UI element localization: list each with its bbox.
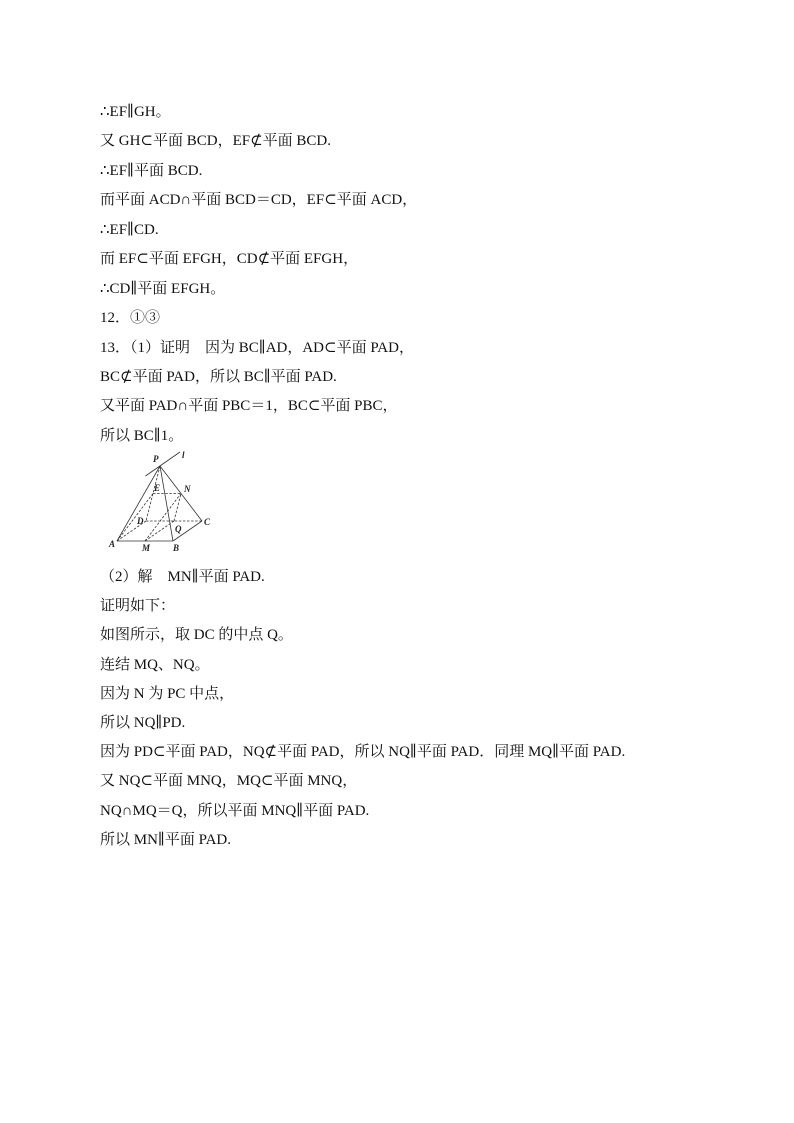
- proof-11-line: 又 GH⊂平面 BCD，EF⊄平面 BCD.: [100, 133, 331, 150]
- vertex-label-N: N: [184, 484, 191, 494]
- problem-13-part1-line: 又平面 PAD∩平面 PBC＝1，BC⊂平面 PBC，: [100, 398, 398, 415]
- pyramid-figure: [100, 450, 220, 556]
- problem-13-part2-line: 所以 NQ∥PD.: [100, 714, 186, 731]
- vertex-label-C: C: [204, 517, 211, 527]
- answer-12: 12．①③: [100, 310, 161, 327]
- vertex-label-B: B: [173, 543, 180, 553]
- vertex-label-E: E: [154, 483, 161, 493]
- edge-line-l: [146, 452, 181, 476]
- pyramid-diagram: [100, 450, 220, 556]
- proof-11-line: ∴CD∥平面 EFGH。: [100, 280, 226, 297]
- problem-13-part2-line: NQ∩MQ＝Q，所以平面 MNQ∥平面 PAD.: [100, 802, 370, 819]
- edge-EA: [117, 494, 153, 542]
- problem-13-part2-line: （2）解 MN∥平面 PAD.: [100, 569, 265, 585]
- proof-11-line: ∴EF∥平面 BCD.: [100, 162, 203, 179]
- problem-13-part2-line: 所以 MN∥平面 PAD.: [100, 831, 231, 848]
- proof-11-line: ∴EF∥GH。: [100, 104, 171, 120]
- proof-11-line: 而 EF⊂平面 EFGH，CD⊄平面 EFGH，: [100, 251, 359, 268]
- problem-13-part2-line: 又 NQ⊂平面 MNQ，MQ⊂平面 MNQ，: [100, 773, 358, 790]
- problem-13-part2-line: 因为 N 为 PC 中点，: [100, 685, 235, 702]
- problem-13-part2-line: 如图所示，取 DC 的中点 Q。: [100, 627, 293, 644]
- vertex-label-Q: Q: [175, 524, 182, 534]
- problem-13-part1-line: 13．（1）证明 因为 BC∥AD，AD⊂平面 PAD，: [100, 339, 414, 356]
- problem-13-part1-line: 所以 BC∥1。: [100, 427, 184, 444]
- vertex-label-P: P: [153, 454, 159, 464]
- vertex-label-M: M: [142, 543, 151, 553]
- line-label-l: l: [182, 450, 185, 460]
- problem-13-part2-line: 因为 PD⊂平面 PAD，NQ⊄平面 PAD，所以 NQ∥平面 PAD．同理 MQ∥平面 PAD.: [100, 744, 626, 761]
- edge-MQ: [145, 521, 174, 541]
- problem-13-part1-line: BC⊄平面 PAD，所以 BC∥平面 PAD.: [100, 368, 337, 385]
- proof-11-line: ∴EF∥CD.: [100, 221, 159, 238]
- problem-13-part2-line: 连结 MQ、NQ。: [100, 656, 210, 673]
- edge-PB: [160, 466, 173, 541]
- proof-11-line: 而平面 ACD∩平面 BCD＝CD，EF⊂平面 ACD，: [100, 192, 418, 209]
- solution-block-lower: [100, 563, 700, 855]
- solution-block-upper: [100, 98, 700, 451]
- vertex-label-D: D: [137, 516, 144, 526]
- problem-13-part2-line: 证明如下：: [100, 598, 176, 615]
- vertex-label-A: A: [109, 539, 116, 549]
